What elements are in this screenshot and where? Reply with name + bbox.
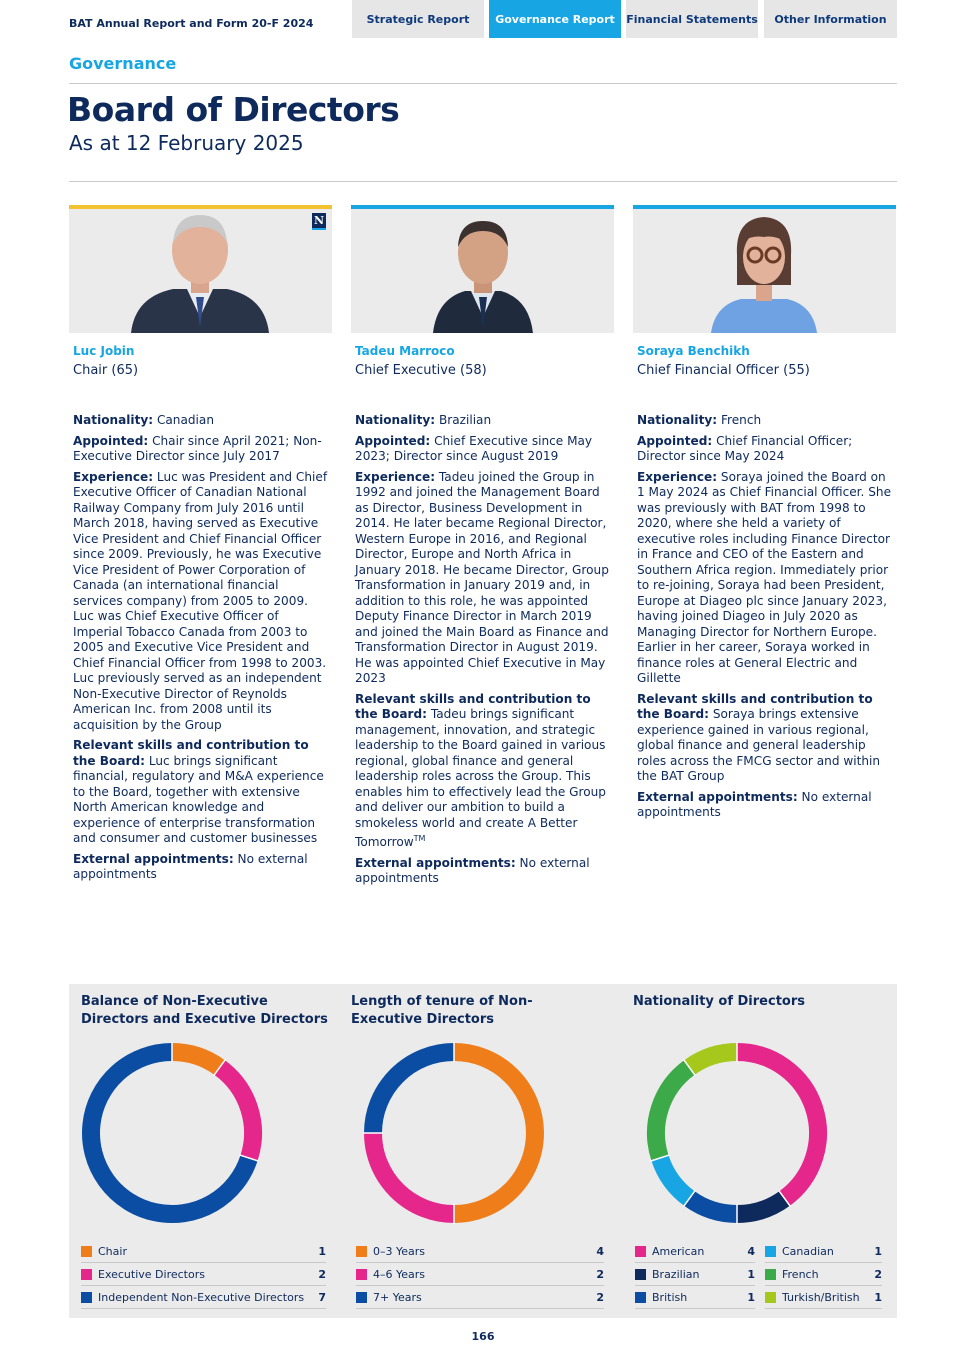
chart-title: Nationality of Directors <box>633 994 805 1009</box>
legend-item <box>356 1286 604 1309</box>
legend-swatch <box>81 1246 92 1257</box>
chart-title: Balance of Non-Executive Directors and Executive Directors <box>81 994 328 1027</box>
tab-governance-report[interactable]: Governance Report <box>489 0 621 38</box>
page-number: 166 <box>471 1330 495 1343</box>
donut-slice-0-3-years <box>454 1052 535 1214</box>
tab-financial-statements[interactable]: Financial Statements <box>626 0 758 38</box>
tab-other-information[interactable]: Other Information <box>764 0 897 38</box>
donut-chart-tenure <box>363 1042 545 1224</box>
legend-value: 4 <box>747 1244 755 1258</box>
donut-slice-chair <box>172 1052 220 1067</box>
portrait-icon <box>351 205 614 333</box>
legend-value: 1 <box>874 1244 882 1258</box>
legend-label: Independent Non-Executive Directors <box>98 1290 305 1304</box>
donut-slice-7-years <box>373 1052 454 1133</box>
legend-item <box>765 1263 882 1286</box>
legend-value: 7 <box>318 1290 326 1304</box>
director-role: Chief Executive (58) <box>355 363 487 378</box>
director-bio: Nationality: Brazilian Appointed: Chief Executive since May 2023; Director since August 2019 Experience: Tadeu joined the Group in 1992 and joined the Management Board as Director, Business Development in 2014. He later became Regional Director, Western Europe in 2016, and Regional Director, Europe and North Africa in January 2018. He became Director, Group Transformation in January 2019 and, in addition to this role, he was appointed Deputy Finance Director in March 2019 and joined the Main Board as Finance and Transformation Director in August 2019. He was appointed Chief Executive in May 2023 Relevant skills and contribution to the Board: Tadeu brings significant management, innovation, and strategic leadership to the Board gained in various regional, global finance and general leadership roles across the Group. This enables him to effectively lead the Group and deliver our ambition to build a smokeless world and create A Better Tomorrow™ External appointments: No external appointments <box>355 413 609 886</box>
nomination-committee-badge: N <box>312 213 326 230</box>
donut-slice-brazilian <box>737 1199 785 1214</box>
donut-slice-4-6-years <box>373 1133 454 1214</box>
legend-label: 0–3 Years <box>373 1244 426 1258</box>
legend-value: 1 <box>874 1290 882 1304</box>
director-name: Tadeu Marroco <box>355 344 455 358</box>
legend-swatch <box>356 1292 367 1303</box>
legend-value: 1 <box>318 1244 326 1258</box>
legend-swatch <box>356 1269 367 1280</box>
donut-slice-executive-directors <box>220 1067 253 1158</box>
chart-legend <box>81 1240 326 1309</box>
legend-value: 2 <box>318 1267 326 1281</box>
section-label: Governance <box>69 54 177 73</box>
legend-swatch <box>635 1269 646 1280</box>
chart-legend <box>635 1240 755 1309</box>
legend-label: 4–6 Years <box>373 1267 426 1281</box>
tab-strategic-report[interactable]: Strategic Report <box>352 0 484 38</box>
legend-swatch <box>635 1246 646 1257</box>
director-bio: Nationality: Canadian Appointed: Chair since April 2021; Non-Executive Director since July 2017 Experience: Luc was President and Chief Executive Officer of Canadian National Railway Company from July 2016 until March 2018, having served as Executive Vice President and Chief Financial Officer since 2009. Previously, he was Executive Vice President of Power Corporation of Canada (an international financial services company) from 2005 to 2009. Luc was Chief Executive Officer of Imperial Tobacco Canada from 2003 to 2005 and Executive Vice President and Chief Financial Officer from 1998 to 2003. Luc previously served as an independent Non-Executive Director of Reynolds American Inc. from 2008 until its acquisition by the Group Relevant skills and contribution to the Board: Luc brings significant financial, regulatory and M&A experience to the Board, together with extensive North American knowledge and experience of enterprise transformation and consumer and customer businesses External appointments: No external appointments <box>73 413 328 881</box>
director-name: Luc Jobin <box>73 344 135 358</box>
director-photo-luc-jobin <box>69 205 332 333</box>
director-role: Chair (65) <box>73 363 139 378</box>
legend-item <box>356 1263 604 1286</box>
legend-swatch <box>765 1292 776 1303</box>
legend-value: 1 <box>747 1267 755 1281</box>
legend-item <box>635 1240 755 1263</box>
donut-slice-french <box>656 1067 689 1158</box>
director-name: Soraya Benchikh <box>637 344 750 358</box>
legend-label: Executive Directors <box>98 1267 205 1281</box>
legend-item <box>81 1286 326 1309</box>
director-role: Chief Financial Officer (55) <box>637 363 810 378</box>
legend-swatch <box>765 1269 776 1280</box>
legend-swatch <box>765 1246 776 1257</box>
legend-label: British <box>652 1290 688 1304</box>
legend-label: Chair <box>98 1244 127 1258</box>
chart-title: Length of tenure of Non-Executive Directors <box>351 994 533 1027</box>
legend-item <box>635 1263 755 1286</box>
portrait-icon <box>69 205 332 333</box>
chart-legend <box>356 1240 604 1309</box>
portrait-icon <box>633 205 896 333</box>
divider <box>69 181 897 182</box>
chart-legend <box>765 1240 882 1309</box>
donut-slice-turkish-british <box>689 1052 737 1067</box>
legend-label: 7+ Years <box>373 1290 422 1304</box>
legend-swatch <box>635 1292 646 1303</box>
report-title: BAT Annual Report and Form 20-F 2024 <box>69 17 314 30</box>
donut-chart-balance <box>81 1042 263 1224</box>
page-subtitle: As at 12 February 2025 <box>69 131 304 155</box>
legend-label: Canadian <box>782 1244 834 1258</box>
director-photo-soraya-benchikh <box>633 205 896 333</box>
donut-slice-american <box>737 1052 818 1199</box>
legend-value: 2 <box>596 1267 604 1281</box>
legend-label: American <box>652 1244 705 1258</box>
legend-value: 4 <box>596 1244 604 1258</box>
director-photo-tadeu-marroco <box>351 205 614 333</box>
legend-label: Turkish/British <box>782 1290 860 1304</box>
divider <box>69 83 897 84</box>
legend-item <box>356 1240 604 1263</box>
legend-item <box>635 1286 755 1309</box>
legend-value: 2 <box>874 1267 882 1281</box>
legend-item <box>81 1263 326 1286</box>
board-statistics-panel <box>69 984 897 1318</box>
legend-item <box>765 1286 882 1309</box>
legend-swatch <box>356 1246 367 1257</box>
legend-label: Brazilian <box>652 1267 700 1281</box>
legend-item <box>765 1240 882 1263</box>
page-title: Board of Directors <box>67 90 400 129</box>
legend-item <box>81 1240 326 1263</box>
legend-value: 1 <box>747 1290 755 1304</box>
legend-swatch <box>81 1292 92 1303</box>
donut-slice-canadian <box>660 1158 689 1199</box>
legend-value: 2 <box>596 1290 604 1304</box>
legend-label: French <box>782 1267 819 1281</box>
donut-slice-british <box>689 1199 737 1214</box>
legend-swatch <box>81 1269 92 1280</box>
donut-chart-nationality <box>646 1042 828 1224</box>
director-bio: Nationality: French Appointed: Chief Financial Officer; Director since May 2024 Experience: Soraya joined the Board on 1 May 2024 as Chief Financial Officer. She was previously with BAT from 1998 to 2020, where she held a variety of executive roles including Finance Director in France and CEO of the Eastern and Southern Africa region. Immediately prior to re-joining, Soraya had been President, Europe at Diageo plc since January 2023, having joined Diageo in July 2020 as Managing Director for Northern Europe. Earlier in her career, Soraya worked in finance roles at General Electric and Gillette Relevant skills and contribution to the Board: Soraya brings extensive experience gained in various regional, global finance and general leadership roles across the FMCG sector and within the BAT Group External appointments: No external appointments <box>637 413 892 819</box>
